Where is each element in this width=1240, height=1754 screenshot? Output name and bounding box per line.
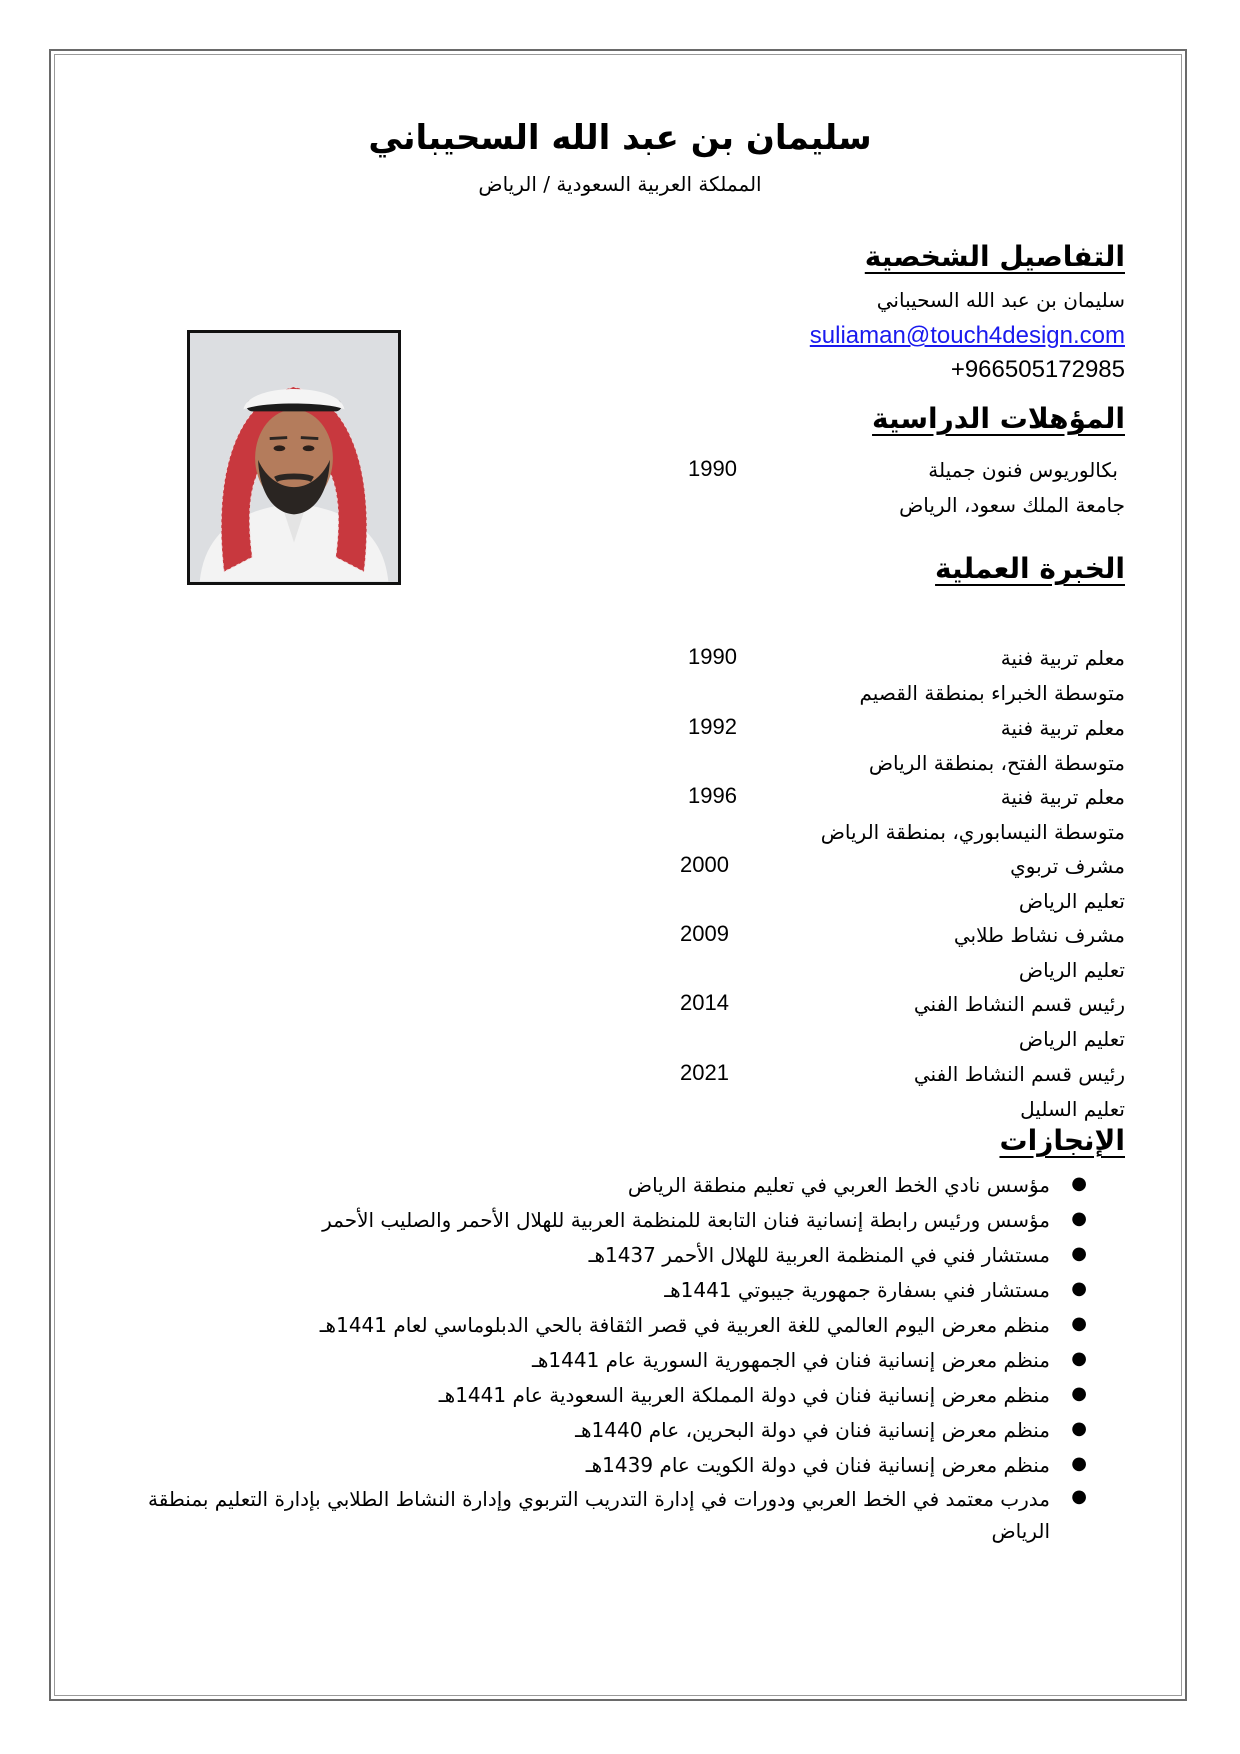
experience-title: مشرف تربوي [1010, 854, 1125, 878]
experience-year: 1992 [688, 714, 737, 739]
achievement-text: مستشار فني في المنظمة العربية للهلال الأحمر 1437هـ [588, 1243, 1050, 1267]
bullet-icon: ● [1071, 1418, 1087, 1439]
experience-year: 2021 [680, 1060, 729, 1085]
achievement-text: منظم معرض إنسانية فنان في دولة الكويت عام 1439هـ [585, 1453, 1050, 1477]
achievement-text: مستشار فني بسفارة جمهورية جيبوتي 1441هـ [664, 1278, 1050, 1302]
experience-title: معلم تربية فنية [1000, 646, 1125, 670]
bullet-icon: ● [1071, 1486, 1087, 1507]
bullet-icon: ● [1071, 1243, 1087, 1264]
email-link[interactable]: suliaman@touch4design.com [809, 322, 1125, 349]
list-item [135, 1483, 1125, 1547]
achievements-heading: الإنجازات [999, 1124, 1125, 1157]
bullet-icon: ● [1071, 1208, 1087, 1229]
personal-name: سليمان بن عبد الله السحيباني [876, 288, 1125, 312]
bullet-icon: ● [1071, 1278, 1087, 1299]
list-item [135, 1413, 1125, 1448]
degree-year: 1990 [688, 456, 737, 481]
experience-place: متوسطة الفتح، بمنطقة الرياض [868, 751, 1125, 775]
experience-year: 2014 [680, 990, 729, 1015]
experience-year: 2000 [680, 852, 729, 877]
experience-year: 1996 [688, 783, 737, 808]
list-item [135, 1343, 1125, 1378]
bullet-icon: ● [1071, 1313, 1087, 1334]
experience-title: رئيس قسم النشاط الفني [913, 992, 1125, 1016]
experience-place: تعليم السليل [1020, 1097, 1125, 1121]
location-line: المملكة العربية السعودية / الرياض [478, 172, 762, 196]
experience-title: معلم تربية فنية [1000, 785, 1125, 809]
list-item [135, 1203, 1125, 1238]
profile-photo [187, 330, 401, 585]
bullet-icon: ● [1071, 1383, 1087, 1404]
list-item [135, 1238, 1125, 1273]
experience-year: 2009 [680, 921, 729, 946]
bullet-icon: ● [1071, 1348, 1087, 1369]
achievement-text: منظم معرض إنسانية فنان في دولة المملكة العربية السعودية عام 1441هـ [438, 1383, 1050, 1407]
list-item [135, 1308, 1125, 1343]
phone-number: +966505172985 [950, 356, 1125, 383]
list-item [135, 1168, 1125, 1203]
list-item [135, 1273, 1125, 1308]
achievement-text: مدرب معتمد في الخط العربي ودورات في إدارة التدريب التربوي وإدارة النشاط الطلابي بإدارة التعليم بمنطقة الرياض [148, 1487, 1050, 1543]
personal-details-heading: التفاصيل الشخصية [864, 240, 1125, 273]
list-item [135, 1448, 1125, 1483]
achievement-text: منظم معرض اليوم العالمي للغة العربية في قصر الثقافة بالحي الدبلوماسي لعام 1441هـ [319, 1313, 1050, 1337]
portrait-illustration [190, 333, 398, 582]
experience-place: تعليم الرياض [1018, 958, 1125, 982]
achievement-text: منظم معرض إنسانية فنان في دولة البحرين، عام 1440هـ [575, 1418, 1050, 1442]
degree-institution: جامعة الملك سعود، الرياض [899, 493, 1125, 517]
experience-title: مشرف نشاط طلابي [953, 923, 1125, 947]
experience-place: تعليم الرياض [1018, 1027, 1125, 1051]
education-heading: المؤهلات الدراسية [872, 402, 1125, 435]
bullet-icon: ● [1071, 1453, 1087, 1474]
experience-place: متوسطة الخبراء بمنطقة القصيم [859, 681, 1125, 705]
achievement-text: مؤسس ورئيس رابطة إنسانية فنان التابعة للمنظمة العربية للهلال الأحمر والصليب الأحمر [322, 1208, 1050, 1232]
achievements-list [135, 1168, 1125, 1547]
experience-year: 1990 [688, 644, 737, 669]
experience-title: معلم تربية فنية [1000, 716, 1125, 740]
achievement-text: منظم معرض إنسانية فنان في الجمهورية السورية عام 1441هـ [531, 1348, 1050, 1372]
experience-place: تعليم الرياض [1018, 889, 1125, 913]
experience-heading: الخبرة العملية [935, 552, 1125, 585]
experience-title: رئيس قسم النشاط الفني [913, 1062, 1125, 1086]
list-item [135, 1378, 1125, 1413]
experience-place: متوسطة النيسابوري، بمنطقة الرياض [820, 820, 1125, 844]
bullet-icon: ● [1071, 1173, 1087, 1194]
degree-title: بكالوريوس فنون جميلة [928, 458, 1118, 482]
page-title: سليمان بن عبد الله السحيباني [368, 118, 872, 158]
achievement-text: مؤسس نادي الخط العربي في تعليم منطقة الرياض [627, 1173, 1050, 1197]
